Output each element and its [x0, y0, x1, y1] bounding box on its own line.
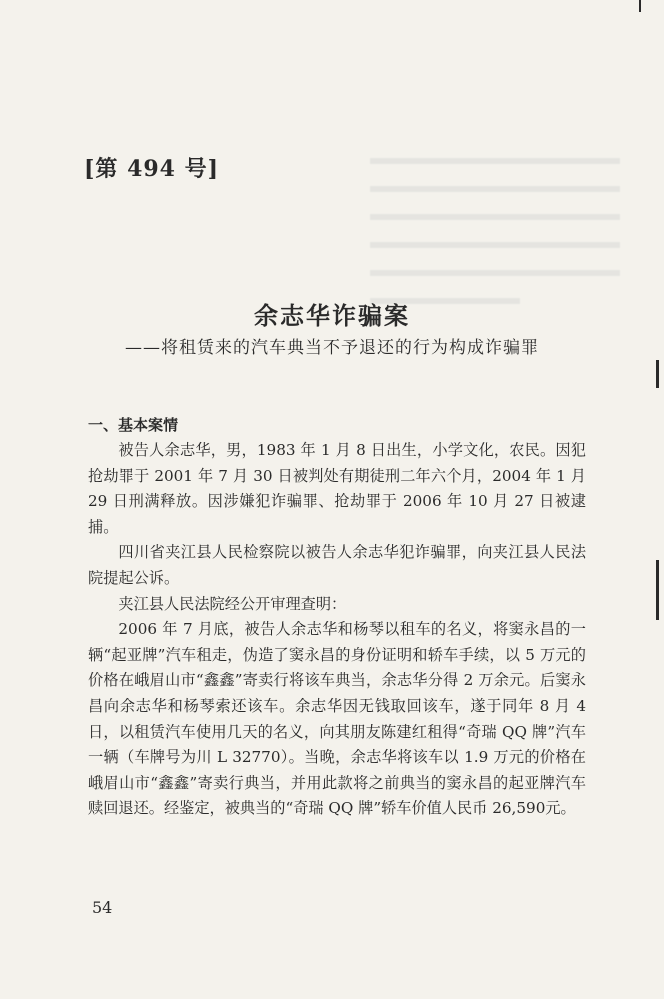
paragraph: 四川省夹江县人民检察院以被告人余志华犯诈骗罪，向夹江县人民法院提起公诉。 — [88, 543, 586, 587]
page-subtitle: ——将租赁来的汽车典当不予退还的行为构成诈骗罪 — [125, 338, 539, 358]
section-heading: 一、基本案情 — [88, 416, 179, 434]
scan-edge-mark — [656, 360, 659, 388]
paragraph: 2006 年 7 月底，被告人余志华和杨琴以租车的名义，将窦永昌的一辆“起亚牌”汽车租走，伪造了窦永昌的身份证明和轿车手续，以 5 万元的价格在峨眉山市“鑫鑫”寄卖行将该车典当，余志华分得 2 万余元。后窦永昌向余志华和杨琴索还该车。余志华因无钱取回该车，遂于同年 8 月 4 日，以租赁汽车使用几天的名义，向其朋友陈建红租得“奇瑞 QQ 牌”汽车一辆（车牌号为川 L 32770）。当晚，余志华将该车以 1.9 万元的价格在峨眉山市“鑫鑫”寄卖行典当，并用此款将之前典当的窦永昌的起亚牌汽车赎回退还。经鉴定，被典当的“奇瑞 QQ 牌”轿车价值人民币 26,590元。 — [88, 620, 586, 818]
page-number: 54 — [92, 898, 113, 917]
bleed-through-text — [370, 150, 620, 314]
case-number: [第 494 号] — [84, 156, 220, 182]
scan-edge-mark — [656, 560, 659, 620]
paragraph: 被告人余志华，男，1983 年 1 月 8 日出生，小学文化，农民。因犯抢劫罪于 2001 年 7 月 30 日被判处有期徒刑二年六个月，2004 年 1 月 29 日刑满释放。因涉嫌犯诈骗罪、抢劫罪于 2006 年 10 月 27 日被逮捕。 — [88, 441, 586, 536]
page-title: 余志华诈骗案 — [254, 301, 410, 330]
scan-edge-mark — [639, 0, 641, 12]
paragraph: 夹江县人民法院经公开审理查明： — [118, 594, 347, 613]
body-text — [88, 438, 586, 822]
